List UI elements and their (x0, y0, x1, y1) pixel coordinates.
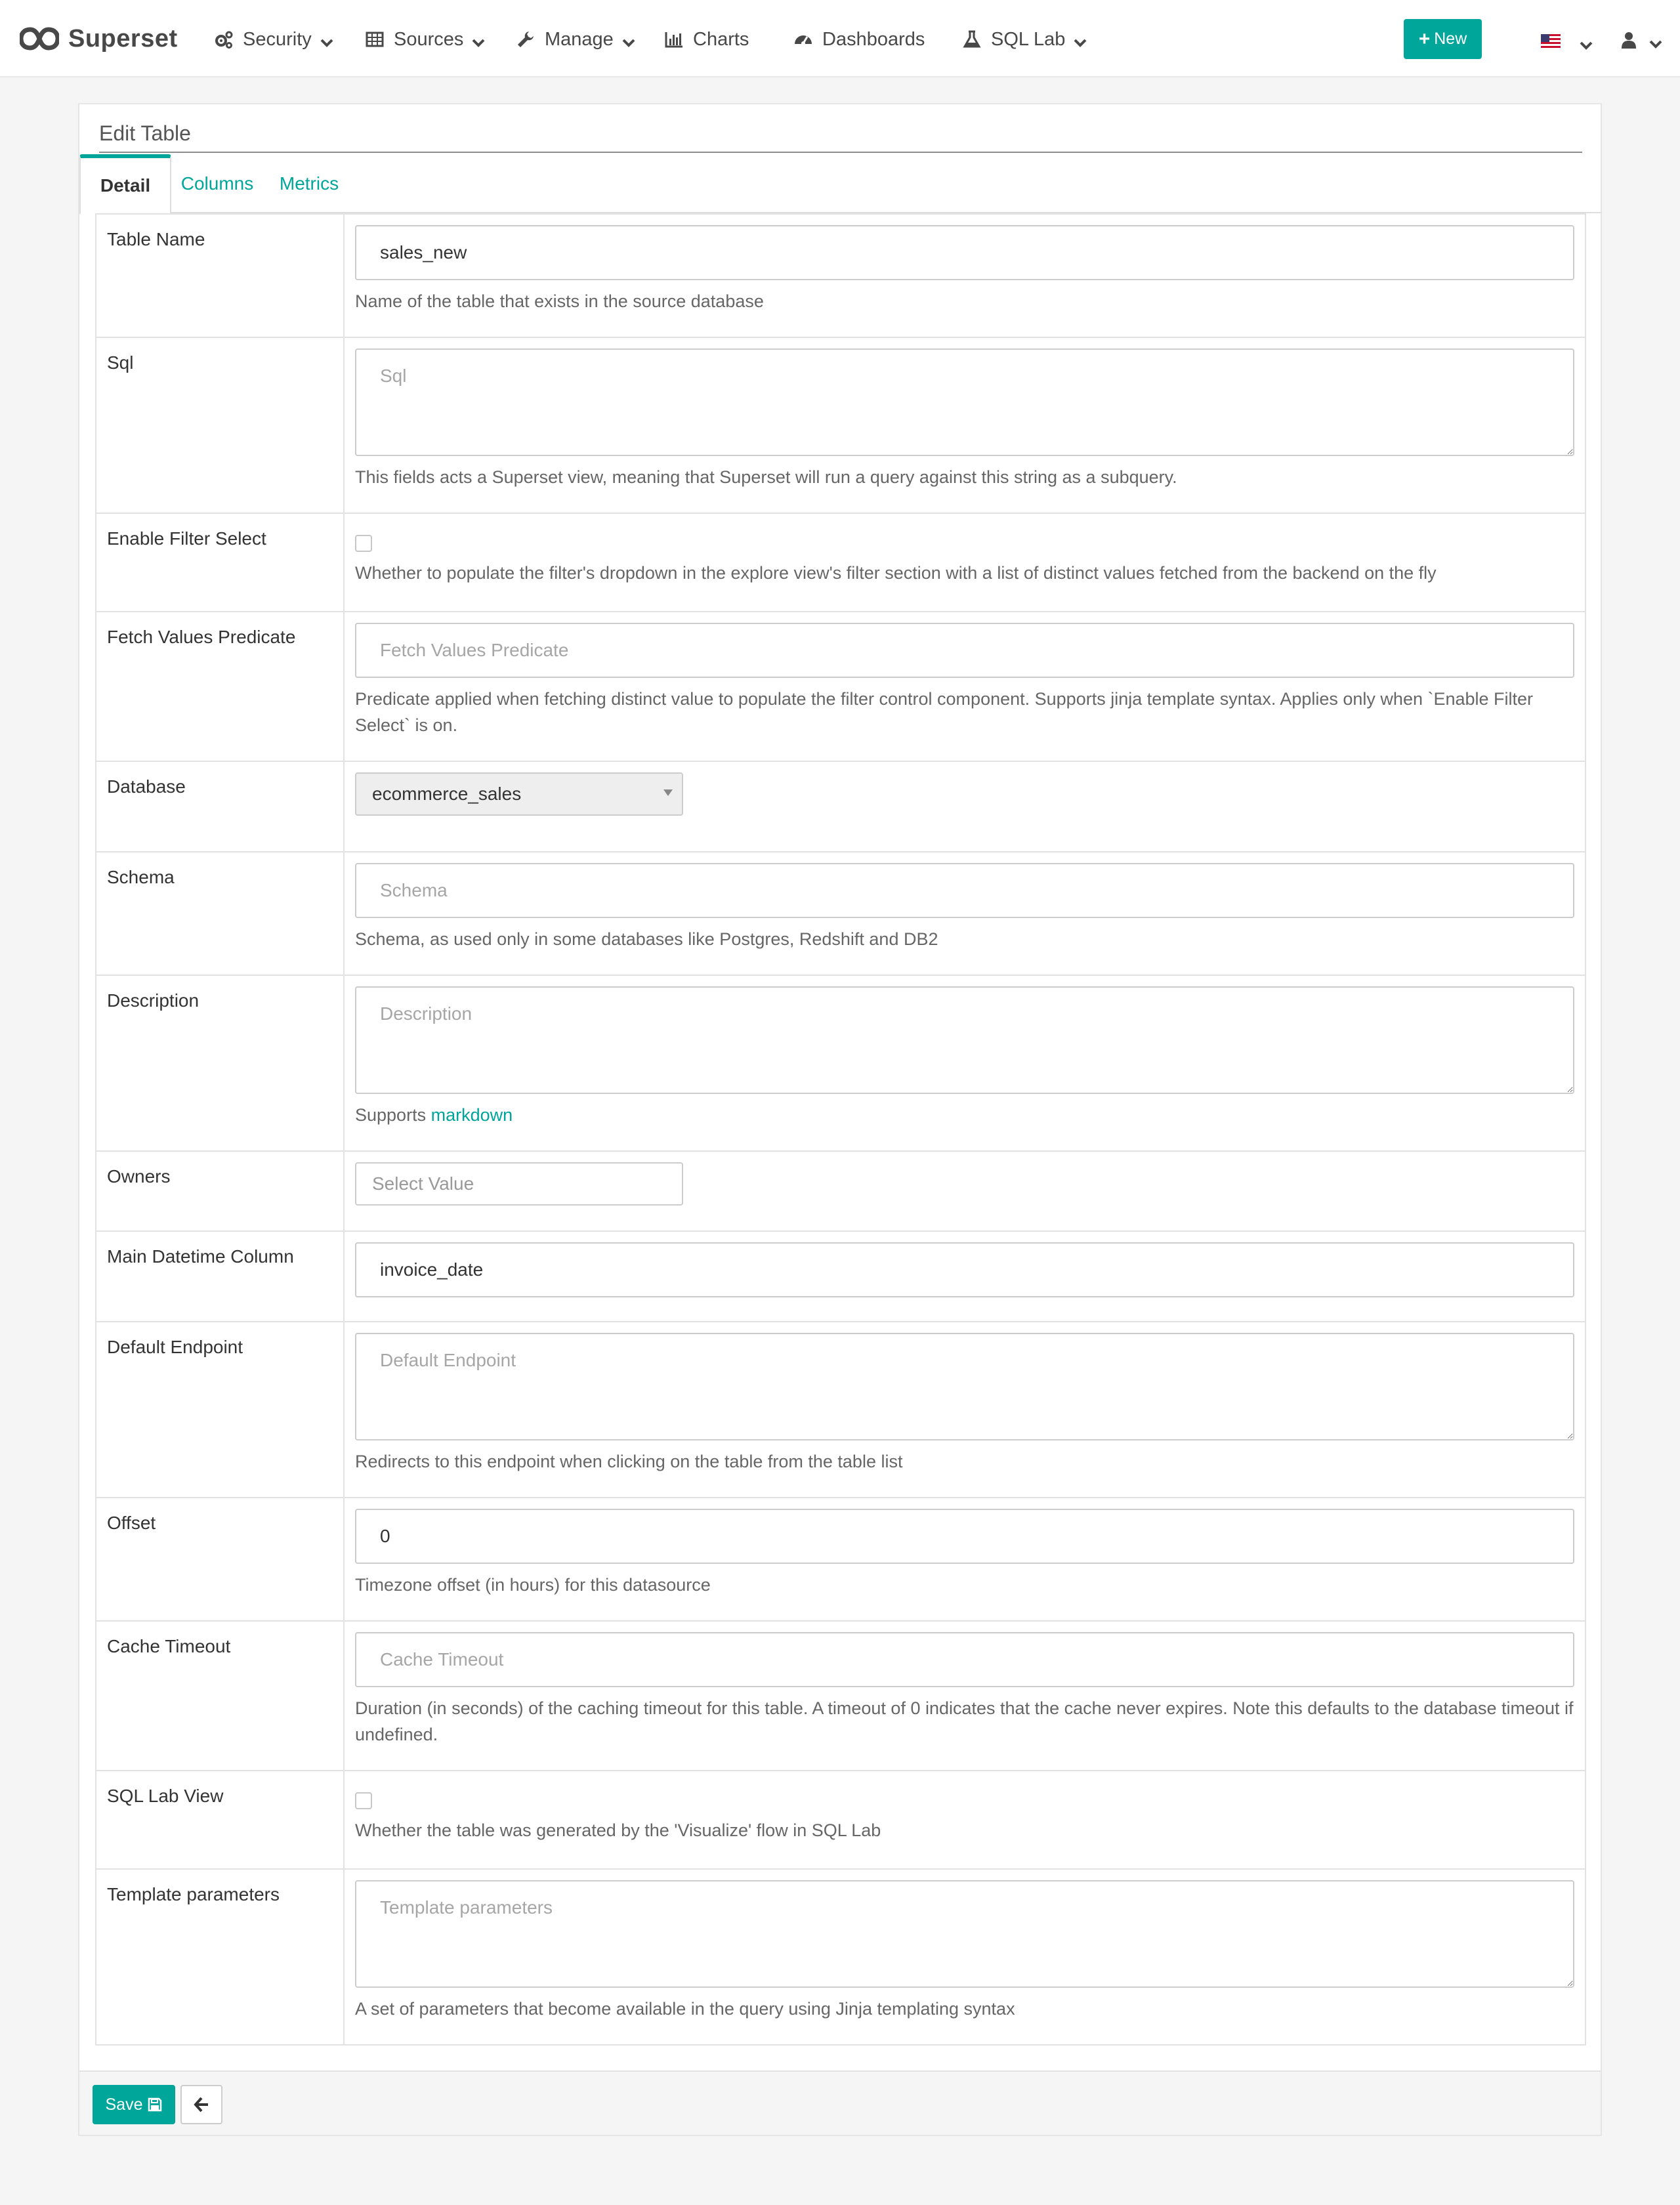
brand-name: Superset (68, 24, 178, 52)
tab-metrics[interactable]: Metrics (279, 173, 339, 194)
database-select-value: ecommerce_sales (372, 784, 522, 804)
default-endpoint-label: Default Endpoint (96, 1322, 344, 1498)
chevron-down-icon (471, 35, 486, 50)
filter-select-checkbox[interactable] (355, 535, 372, 552)
nav-dashboards[interactable] (793, 24, 925, 55)
new-button[interactable] (1404, 19, 1482, 59)
default-endpoint-help: Redirects to this endpoint when clicking on the table from the table list (355, 1452, 903, 1471)
fetch-values-input[interactable] (355, 623, 1574, 678)
description-textarea[interactable] (355, 986, 1574, 1094)
form-row-default-endpoint (96, 1322, 1586, 1498)
sql-lab-view-label: SQL Lab View (96, 1771, 344, 1869)
nav-sql-lab[interactable] (962, 24, 1087, 55)
form-row-offset (96, 1498, 1586, 1621)
form-row-cache-timeout (96, 1621, 1586, 1771)
cache-timeout-label: Cache Timeout (96, 1621, 344, 1771)
table-name-label: Table Name (96, 214, 344, 337)
nav-charts-label: Charts (693, 28, 749, 50)
new-button-label: New (1434, 30, 1467, 48)
nav-sources[interactable] (365, 24, 486, 55)
main-dttm-input[interactable] (355, 1242, 1574, 1297)
chevron-down-icon (1648, 37, 1663, 51)
filter-select-help: Whether to populate the filter's dropdown in the explore view's filter section with a list of distinct values fetched from the backend on the fly (355, 563, 1437, 583)
form-row-database (96, 761, 1586, 852)
nav-charts[interactable] (664, 24, 749, 55)
brand-link[interactable] (20, 20, 178, 58)
cache-timeout-help: Duration (in seconds) of the caching timeout for this table. A timeout of 0 indicates that the cache never expires. Note this defaults to the database timeout if undefined. (355, 1698, 1574, 1744)
caret-down-icon (663, 789, 673, 796)
nav-manage[interactable] (516, 24, 636, 55)
form-row-sql-lab-view (96, 1771, 1586, 1869)
offset-help: Timezone offset (in hours) for this datasource (355, 1575, 711, 1595)
main-dttm-label: Main Datetime Column (96, 1231, 344, 1322)
offset-label: Offset (96, 1498, 344, 1621)
owners-label: Owners (96, 1151, 344, 1231)
edit-form-table (95, 213, 1586, 2046)
nav-sources-label: Sources (394, 28, 464, 50)
form-row-schema (96, 852, 1586, 975)
form-row-table-name (96, 214, 1586, 337)
superset-logo-icon (20, 26, 59, 52)
database-label: Database (96, 761, 344, 852)
floppy-disk-icon (148, 2097, 162, 2112)
default-endpoint-textarea[interactable] (355, 1333, 1574, 1440)
tab-detail[interactable]: Detail (79, 154, 171, 215)
nav-security[interactable] (214, 24, 334, 55)
nav-manage-label: Manage (545, 28, 614, 50)
save-button-label: Save (105, 2095, 143, 2114)
arrow-left-icon (193, 2096, 210, 2113)
flask-icon (962, 30, 982, 49)
back-button[interactable] (180, 2085, 222, 2124)
plus-icon: + (1418, 28, 1431, 50)
schema-label: Schema (96, 852, 344, 975)
sql-help: This fields acts a Superset view, meaning that Superset will run a query against this string as a subquery. (355, 467, 1177, 487)
owners-select[interactable]: Select Value (355, 1162, 683, 1206)
template-params-textarea[interactable] (355, 1880, 1574, 1988)
title-divider (99, 152, 1582, 153)
template-params-label: Template parameters (96, 1869, 344, 2045)
user-icon (1621, 31, 1637, 49)
tab-columns[interactable]: Columns (180, 173, 254, 194)
edit-table-panel (78, 103, 1602, 2136)
sql-lab-view-checkbox[interactable] (355, 1792, 372, 1809)
us-flag-icon (1541, 34, 1561, 49)
wrench-icon (516, 30, 536, 49)
sql-label: Sql (96, 337, 344, 513)
schema-input[interactable] (355, 863, 1574, 918)
nav-security-label: Security (243, 28, 312, 50)
sql-textarea[interactable] (355, 348, 1574, 456)
description-label: Description (96, 975, 344, 1151)
template-params-help: A set of parameters that become available in the query using Jinja templating syntax (355, 1999, 1015, 2019)
form-row-main-dttm (96, 1231, 1586, 1322)
form-footer (79, 2070, 1601, 2135)
form-row-template-params (96, 1869, 1586, 2045)
bar-chart-icon (664, 30, 684, 49)
page-title: Edit Table (99, 121, 191, 145)
nav-sql-lab-label: SQL Lab (991, 28, 1066, 50)
save-button[interactable] (93, 2085, 175, 2124)
chevron-down-icon (621, 35, 636, 50)
fetch-values-help: Predicate applied when fetching distinct value to populate the filter control component. Supports jinja template syntax. Applies only when `Enable Filter Select` is on. (355, 689, 1534, 735)
sql-lab-view-help: Whether the table was generated by the 'Visualize' flow in SQL Lab (355, 1820, 881, 1840)
tab-bar (79, 154, 1602, 213)
user-dropdown[interactable] (1621, 29, 1663, 51)
description-help (355, 1094, 1574, 1141)
schema-help: Schema, as used only in some databases like Postgres, Redshift and DB2 (355, 929, 938, 949)
table-name-input[interactable] (355, 225, 1574, 280)
cache-timeout-input[interactable] (355, 1632, 1574, 1687)
table-name-help: Name of the table that exists in the source database (355, 291, 764, 311)
filter-select-label: Enable Filter Select (96, 513, 344, 612)
form-row-description (96, 975, 1586, 1151)
chevron-down-icon (1073, 35, 1087, 50)
chevron-down-icon (320, 35, 334, 50)
cogs-icon (214, 30, 234, 49)
form-row-fetch-values (96, 612, 1586, 761)
form-row-owners (96, 1151, 1586, 1231)
markdown-link[interactable]: markdown (430, 1105, 513, 1125)
nav-dashboards-label: Dashboards (822, 28, 925, 50)
language-dropdown[interactable] (1541, 30, 1593, 52)
description-help-text: Supports (355, 1105, 427, 1125)
table-icon (365, 30, 385, 49)
chevron-down-icon (1579, 38, 1593, 52)
form-row-sql (96, 337, 1586, 513)
form-row-filter-select (96, 513, 1586, 612)
offset-input[interactable] (355, 1509, 1574, 1564)
database-select[interactable] (355, 772, 683, 816)
dashboard-icon (793, 30, 813, 49)
fetch-values-label: Fetch Values Predicate (96, 612, 344, 761)
top-navbar (0, 0, 1680, 77)
